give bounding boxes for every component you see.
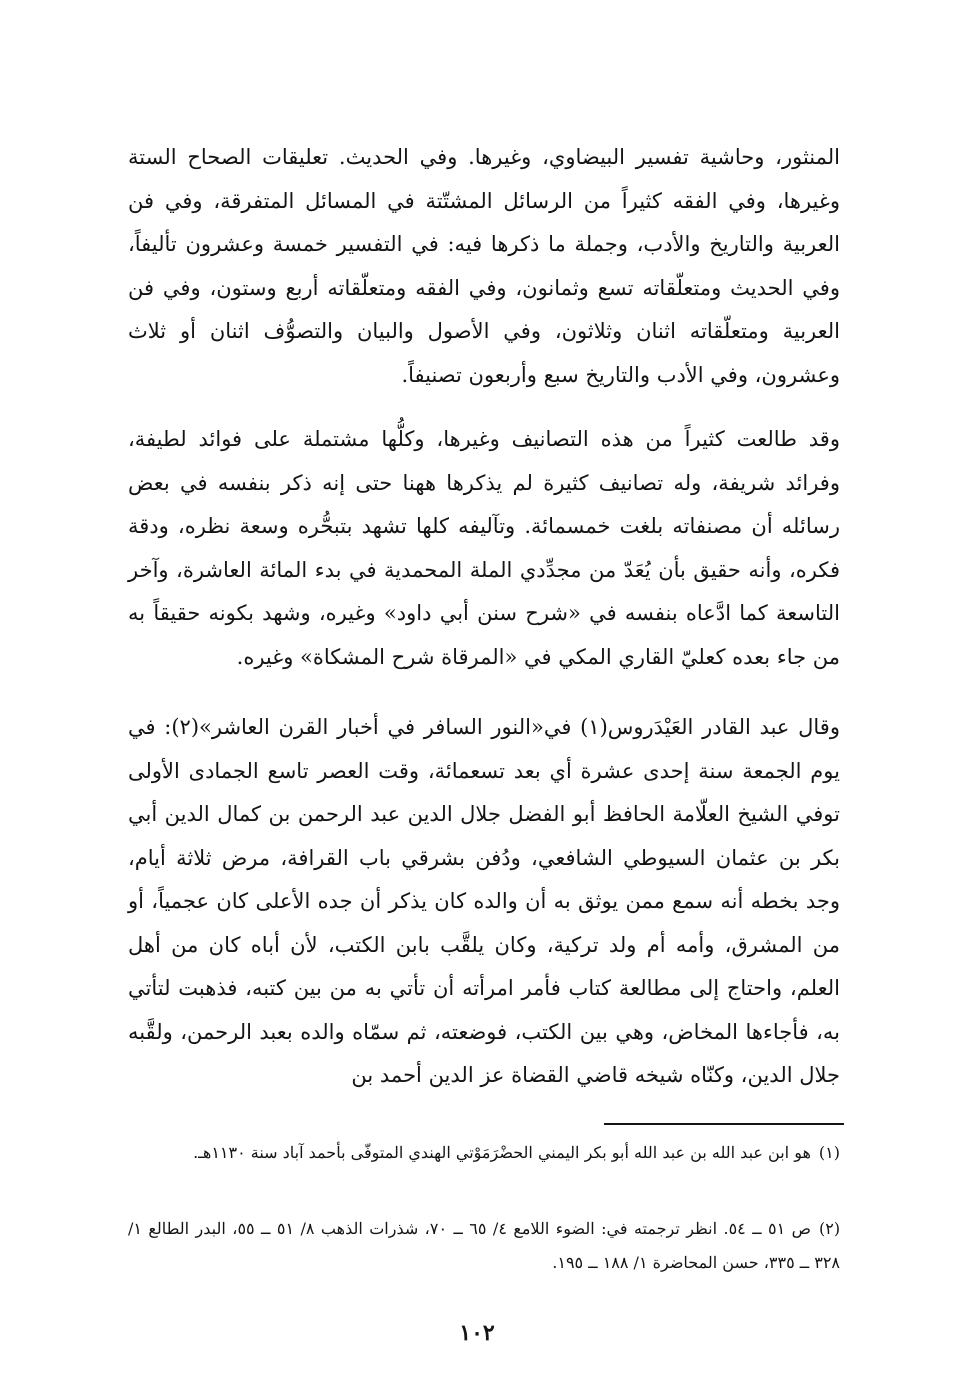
paragraph-2: وقد طالعت كثيراً من هذه التصانيف وغيرها، وكلُّها مشتملة على فوائد لطيفة، وفرائد شريفة، وله تصانيف كثيرة لم يذكرها ههنا حتى إنه ذكر بنفسه في بعض رسائله أن مصنفاته بلغت خمسمائة. وتآليفه كلها تشهد بتبحُّره وسعة نظره، ودقة فكره، وأنه حقيق بأن يُعَدّ من مجدِّدي الملة المحمدية في بدء المائة العاشرة، وآخر التاسعة كما ادَّعاه بنفسه في «شرح سنن أبي داود» وغيره، وشهد بكونه حقيقاً به من جاء بعده كعليّ القاري المكي في «المرقاة شرح المشكاة» وغيره. [128, 427, 840, 669]
footnote-2 [128, 1212, 840, 1280]
page-number: ١٠٢ [459, 1320, 495, 1346]
footnote-1 [128, 1136, 840, 1170]
footnote-separator [604, 1123, 844, 1125]
footnote-2-number: (٢) [818, 1219, 841, 1238]
footnote-1-number: (١) [818, 1143, 840, 1162]
paragraph-1: المنثور، وحاشية تفسير البيضاوي، وغيرها. وفي الحديث. تعليقات الصحاح الستة وغيرها، وفي الفقه كثيراً من الرسائل المشتّتة في المسائل المتفرقة، وفي فن العربية والتاريخ والأدب، وجملة ما ذكرها فيه: في التفسير خمسة وعشرون تأليفاً، وفي الحديث ومتعلّقاته تسع وثمانون، وفي الفقه ومتعلّقاته أربع وستون، وفي فن العربية ومتعلّقاته اثنان وثلاثون، وفي الأصول والبيان والتصوُّف اثنان أو ثلاث وعشرون، وفي الأدب والتاريخ سبع وأربعون تصنيفاً. [128, 145, 840, 387]
paragraph-3: وقال عبد القادر العَيْدَروس(١) في«النور السافر في أخبار القرن العاشر»(٢): في يوم الجمعة سنة إحدى عشرة أي بعد تسعمائة، وقت العصر تاسع الجمادى الأولى توفي الشيخ العلّامة الحافظ أبو الفضل جلال الدين عبد الرحمن بن كمال الدين أبي بكر بن عثمان السيوطي الشافعي، ودُفن بشرقي باب القرافة، مرض ثلاثة أيام، وجد بخطه أنه سمع ممن يوثق به أن والده كان يذكر أن جده الأعلى كان عجمياً، أو من المشرق، وأمه أم ولد تركية، وكان يلقَّب بابن الكتب، لأن أباه كان من أهل العلم، واحتاج إلى مطالعة كتاب فأمر امرأته أن تأتي به من بين كتبه، فذهبت لتأتي به، فأجاءها المخاض، وهي بين الكتب، فوضعته، ثم سمّاه والده بعبد الرحمن، ولقَّبه جلال الدين، وكنّاه شيخه قاضي القضاة عز الدين أحمد بن [128, 715, 840, 1087]
footnote-1-text: هو ابن عبد الله بن عبد الله أبو بكر اليمني الحضْرَمَوْتي الهندي المتوفّى بأحمد آباد سنة ١١٣٠هـ. [193, 1143, 811, 1162]
footnote-2-text: ص ٥١ ــ ٥٤. انظر ترجمته في: الضوء اللامع ٤/ ٦٥ ــ ٧٠، شذرات الذهب ٨/ ٥١ ــ ٥٥، البدر الطالع ١/ ٣٢٨ ــ ٣٣٥، حسن المحاضرة ١/ ١٨٨ ــ ١٩٥. [128, 1219, 840, 1272]
